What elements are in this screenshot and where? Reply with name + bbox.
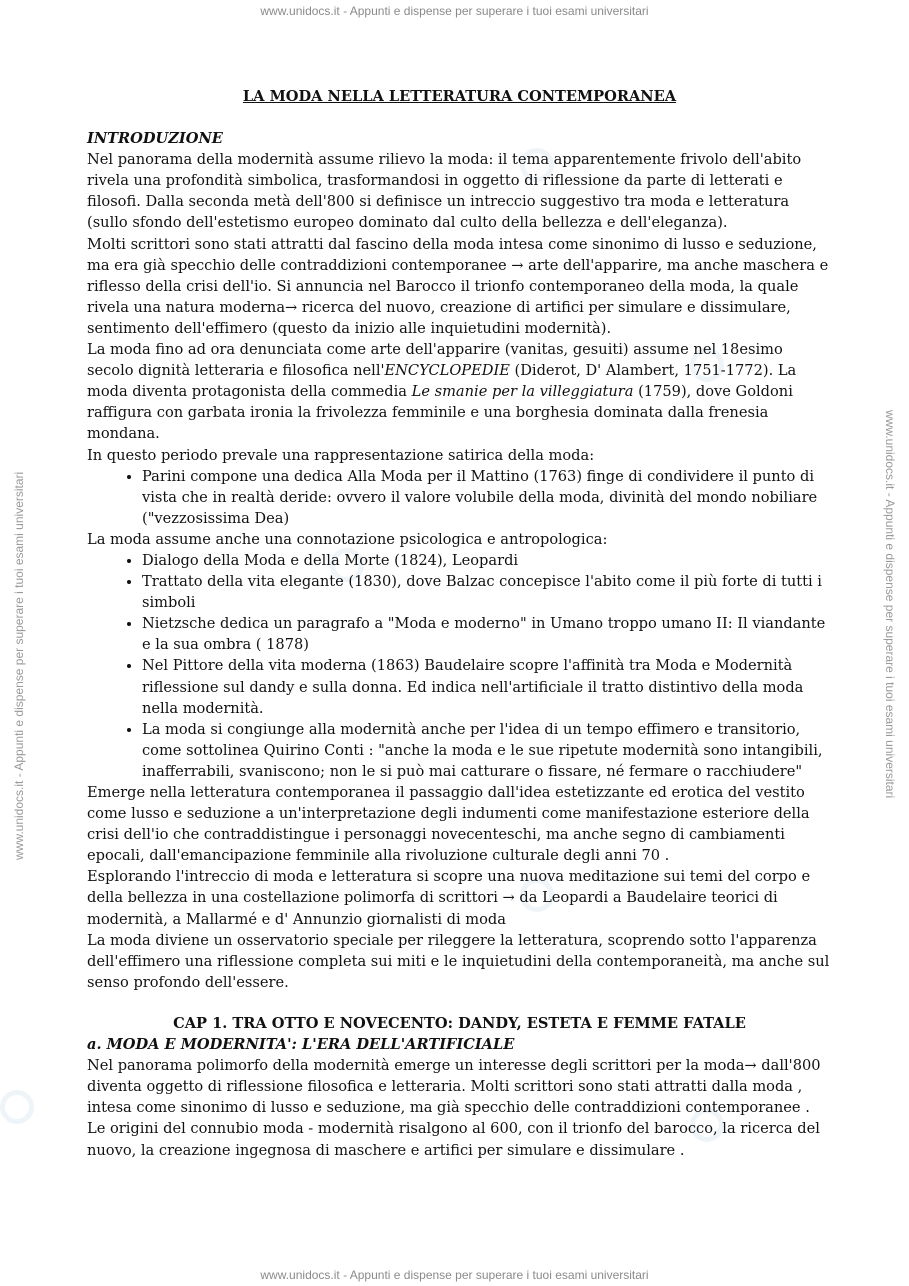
list-item: • Trattato della vita elegante (1830), dove Balzac concepisce l'abito come il più forte di tutti i simboli	[142, 571, 832, 613]
chapter-1-title: CAP 1. TRA OTTO E NOVECENTO: DANDY, ESTETA E FEMME FATALE	[173, 1014, 746, 1032]
paragraph-5: La moda assume anche una connotazione psicologica e antropologica:	[87, 530, 608, 548]
paragraph-6: Emerge nella letteratura contemporanea il passaggio dall'idea estetizzante ed erotica del vestito come lusso e seduzione a un'interpretazione degli indumenti come manifestazione esteriore della crisi dell'io che contraddistingue i personaggi novecenteschi, ma anche segno di cambiamenti epocali, dall'emancipazione femminile alla rivoluzione culturale degli anni 70 .	[87, 784, 810, 865]
encyclopedie-title: ENCYCLOPEDIE	[384, 362, 510, 380]
psychology-list	[87, 550, 832, 782]
list-item: • La moda si congiunge alla modernità anche per l'idea di un tempo effimero e transitorio, come sottolinea Quirino Conti : "anche la moda e le sue ripetute modernità sono intangibili, inafferrabili, svaniscono; non le si può mai catturare o fissare, né fermare o racchiudere"	[142, 719, 832, 782]
watermark-logo-icon	[0, 1090, 34, 1124]
list-item: • Dialogo della Moda e della Morte (1824), Leopardi	[142, 550, 832, 571]
paragraph-2: Molti scrittori sono stati attratti dal fascino della moda intesa come sinonimo di lusso e seduzione, ma era già specchio delle contraddizioni contemporanee → arte dell'apparire, ma anche maschera e riflesso della crisi dell'io. Si annuncia nel Barocco il trionfo contemporaneo della moda, la quale rivela una natura moderna→ ricerca del nuovo, creazione di artifici per simulare e dissimulare, sentimento dell'effimero (questo da inizio alle inquietudini modernità).	[87, 235, 829, 337]
paragraph-1: Nel panorama della modernità assume rilievo la moda: il tema apparentemente frivolo dell'abito rivela una profondità simbolica, trasformandosi in oggetto di riflessione da parte di letterati e filosofi. Dalla seconda metà dell'800 si definisce un intreccio suggestivo tra moda e letteratura (sullo sfondo dell'estetismo europeo dominato dal culto della bellezza e dell'eleganza).	[87, 151, 802, 232]
paragraph-9: Nel panorama polimorfo della modernità emerge un interesse degli scrittori per la moda→ dall'800 diventa oggetto di riflessione filosofica e letteraria. Molti scrittori sono stati attratti dalla moda , intesa come sinonimo di lusso e seduzione, ma già specchio delle contraddizioni contemporanee . Le origini del connubio moda - modernità risalgono al 600, con il trionfo del barocco, la ricerca del nuovo, la creazione ingegnosa di maschere e artifici per simulare e dissimulare .	[87, 1057, 821, 1159]
watermark-top: www.unidocs.it - Appunti e dispense per superare i tuoi esami universitari	[260, 4, 649, 18]
paragraph-8: La moda diviene un osservatorio speciale per rileggere la letteratura, scoprendo sotto l'apparenza dell'effimero una riflessione completa sui miti e le inquietudini della contemporaneità, ma anche sul senso profondo dell'essere.	[87, 931, 830, 991]
goldoni-play-title: Le smanie per la villeggiatura	[411, 383, 634, 401]
satire-list	[87, 466, 832, 529]
chapter-1-subtitle: a. MODA E MODERNITA': L'ERA DELL'ARTIFICIALE	[87, 1036, 515, 1054]
paragraph-3-part-c: (Diderot, D' Alambert, 1751-1772). La moda diventa protagonista della commedia	[87, 362, 797, 401]
list-item: • Nel Pittore della vita moderna (1863) Baudelaire scopre l'affinità tra Moda e Modernità riflessione sul dandy e sulla donna. Ed indica nell'artificiale il tratto distintivo della moda nella modernità.	[142, 655, 832, 718]
paragraph-3	[87, 339, 832, 444]
paragraph-7: Esplorando l'intreccio di moda e letteratura si scopre una nuova meditazione sui temi del corpo e della bellezza in una costellazione polimorfa di scrittori → da Leopardi a Baudelaire teorici di modernità, a Mallarmé e d' Annunzio giornalisti di moda	[87, 868, 811, 928]
watermark-bottom: www.unidocs.it - Appunti e dispense per superare i tuoi esami universitari	[260, 1268, 649, 1282]
paragraph-3-part-e: (1759), dove Goldoni raffigura con garbata ironia la frivolezza femminile e una borghesia dominata dalla frenesia mondana.	[87, 383, 793, 443]
list-item: • Parini compone una dedica Alla Moda per il Mattino (1763) finge di condividere il punto di vista che in realtà deride: ovvero il valore volubile della moda, divinità del mondo nobiliare ("vezzosissima Dea)	[142, 466, 832, 529]
intro-heading: INTRODUZIONE	[87, 130, 223, 148]
document-body	[87, 86, 832, 1161]
list-item: • Nietzsche dedica un paragrafo a "Moda e moderno" in Umano troppo umano II: Il viandante e la sua ombra ( 1878)	[142, 613, 832, 655]
watermark-left: www.unidocs.it - Appunti e dispense per superare i tuoi esami universitari	[12, 471, 26, 860]
paragraph-4: In questo periodo prevale una rappresentazione satirica della moda:	[87, 446, 595, 464]
document-title: LA MODA NELLA LETTERATURA CONTEMPORANEA	[242, 88, 677, 105]
paragraph-3-part-a: La moda fino ad ora denunciata come arte dell'apparire (vanitas, gesuiti) assume nel 18esimo secolo dignità letteraria e filosofica nell'	[87, 341, 783, 380]
watermark-right: www.unidocs.it - Appunti e dispense per superare i tuoi esami universitari	[883, 410, 897, 799]
